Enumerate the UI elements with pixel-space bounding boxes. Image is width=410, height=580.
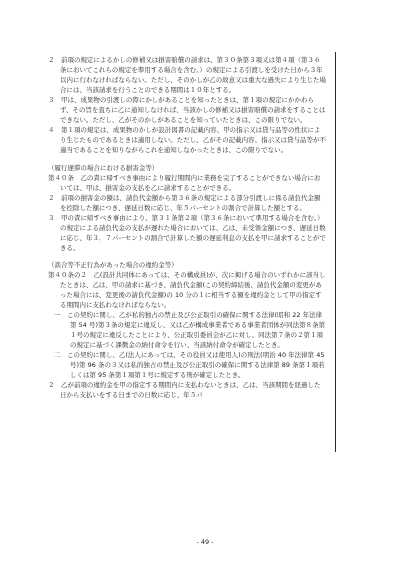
paragraph: ２ 前項の規定によるかしの修補又は損害賠償の請求は、第３０条第３項又は第４項（第３６条においてこれらの規定を準用する場合を含む。）の規定による引渡しを受けた日から３年以内に行わなければならない。ただし、そのかしが乙の故意又は重大な過失により生じた場合には、当該請求を行うことのできる期間は１０年とする。 [48,56,326,94]
body-text [48,55,326,400]
paragraph: 第４０条の２ 乙(設計共同体にあっては、その構成員)が、次に掲げる場合のいずれかに該当したときは、乙は、甲の請求に基づき、請負代金額(この契約締結後、請負代金額の変更があった場合には、変更後の請負代金額)の 10 分の１に相当する額を違約金として甲の指定する期間内に支払わなければならない。 [48,271,326,309]
list-item: 一 この契約に関し、乙が私的独占の禁止及び公正取引の確保に関する法律(昭和 22 年法律第 54 号)第３条の規定に違反し、又は乙が構成事業者である事業者団体が同法第８条第１号の規定に違反したことにより、公正取引委員会が乙に対し、同法第７条の２第１項の規定に基づく課徴金の納付命令を行い、当該納付命令が確定したとき。 [54,311,326,349]
spacer [48,253,326,261]
paragraph: ４ 第１項の規定は、成果物のかしが設計図書の記載内容、甲の指示又は貸与品等の性状により生じたものであるときは適用しない。ただし、乙がその記載内容、指示又は貸与品等が不適当であることを知りながらこれを通知しなかったときは、この限りでない。 [48,126,326,154]
paragraph: ３ 甲の責に帰すべき事由により、第３１条第２項（第３６条において準用する場合を含む。）の規定による請負代金の支払が遅れた場合においては、乙は、未受領金額につき、遅延日数に応じ、年３．７パーセントの割合で計算した額の遅延利息の支払を甲に請求することができる。 [48,213,326,252]
paragraph: 第４０条 乙の責に帰すべき事由により履行期間内に業務を完了することができない場合においては、甲は、損害金の支払を乙に請求することができる。 [48,173,321,192]
paragraph: ２ 乙が前項の違約金を甲の指定する期間内に支払わないときは、乙は、当該期間を経過した日から支払いをする日までの日数に応じ、年５パ [48,381,321,399]
revision-bar [335,52,336,452]
page-number: - 49 - [196,538,214,546]
list-item: 二 この契約に関し、乙(法人にあっては、その役員又は使用人)の刑法(明治 40 年法律第 45 号)第 96 条の３又は私的独占の禁止及び公正取引の確保に関する法律第 89 条第１項若しくは第 95 条第１項第１号に規定する刑が確定したとき。 [54,351,325,379]
paragraph: ２ 前項の損害金の額は、請負代金額から第３６条の規定による部分引渡しに係る請負代金額を控除した額につき、遅延日数に応じ、年５パーセントの割合で計算した額とする。 [48,193,321,212]
article-caption: （談合等不正行為があった場合の違約金等） [48,261,178,269]
article-caption: （履行遅滞の場合における損害金等） [48,163,159,172]
spacer [48,155,326,163]
paragraph: ３ 甲は、成果物の引渡しの際にかしがあることを知ったときは、第１項の規定にかかわらず、その旨を直ちに乙に通知しなければ、当該かしの修補又は損害賠償の請求をすることはできない。ただし、乙がそのかしがあることを知っていたときは、この限りでない。 [48,96,326,124]
